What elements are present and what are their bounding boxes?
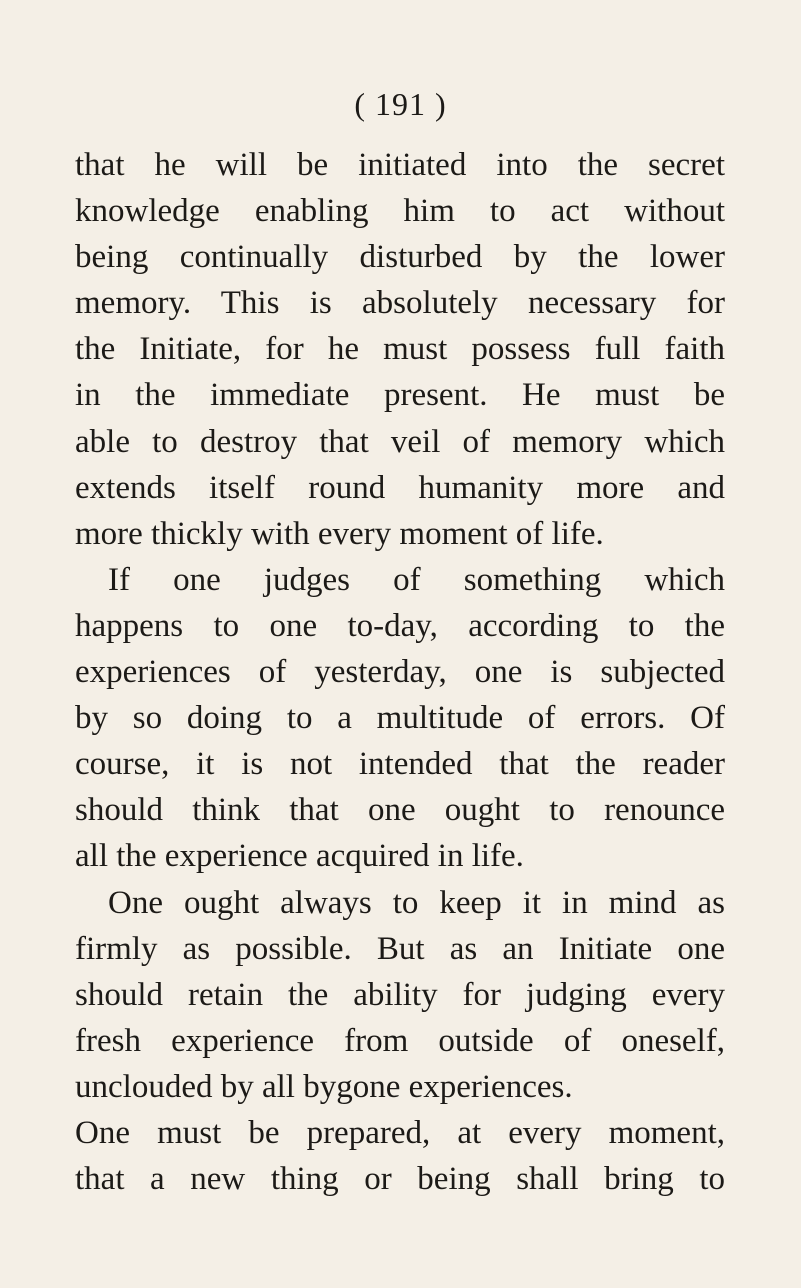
- text-line: should think that one ought to renounce: [75, 792, 725, 829]
- text-line: firmly as possible. But as an Initiate one: [75, 930, 725, 967]
- text-line: in the immediate present. He must be: [75, 377, 725, 414]
- text-line: fresh experience from outside of oneself,: [75, 1022, 725, 1059]
- text-line: more thickly with every moment of life.: [75, 515, 604, 552]
- text-line: being continually disturbed by the lower: [75, 239, 725, 276]
- text-line: all the experience acquired in life.: [75, 838, 524, 875]
- body-text: [75, 142, 725, 1202]
- page-number: ( 191 ): [354, 86, 447, 122]
- text-line: knowledge enabling him to act without: [75, 193, 725, 230]
- paragraph-start-line: One ought always to keep it in mind as: [108, 884, 725, 921]
- text-line: extends itself round humanity more and: [75, 469, 725, 506]
- text-line: happens to one to-day, according to the: [75, 607, 725, 644]
- text-line: unclouded by all bygone experiences.: [75, 1068, 573, 1105]
- text-line: should retain the ability for judging every: [75, 976, 725, 1013]
- text-line: One must be prepared, at every moment,: [75, 1114, 725, 1151]
- text-line: the Initiate, for he must possess full faith: [75, 331, 725, 368]
- paragraph-start-line: If one judges of something which: [108, 561, 725, 598]
- text-line: course, it is not intended that the reader: [75, 746, 725, 783]
- text-line: memory. This is absolutely necessary for: [75, 285, 725, 322]
- text-line: able to destroy that veil of memory which: [75, 423, 725, 460]
- text-line: experiences of yesterday, one is subjected: [75, 654, 725, 691]
- text-line: that a new thing or being shall bring to: [75, 1161, 725, 1198]
- text-line: that he will be initiated into the secret: [75, 147, 725, 183]
- text-line: by so doing to a multitude of errors. Of: [75, 700, 725, 737]
